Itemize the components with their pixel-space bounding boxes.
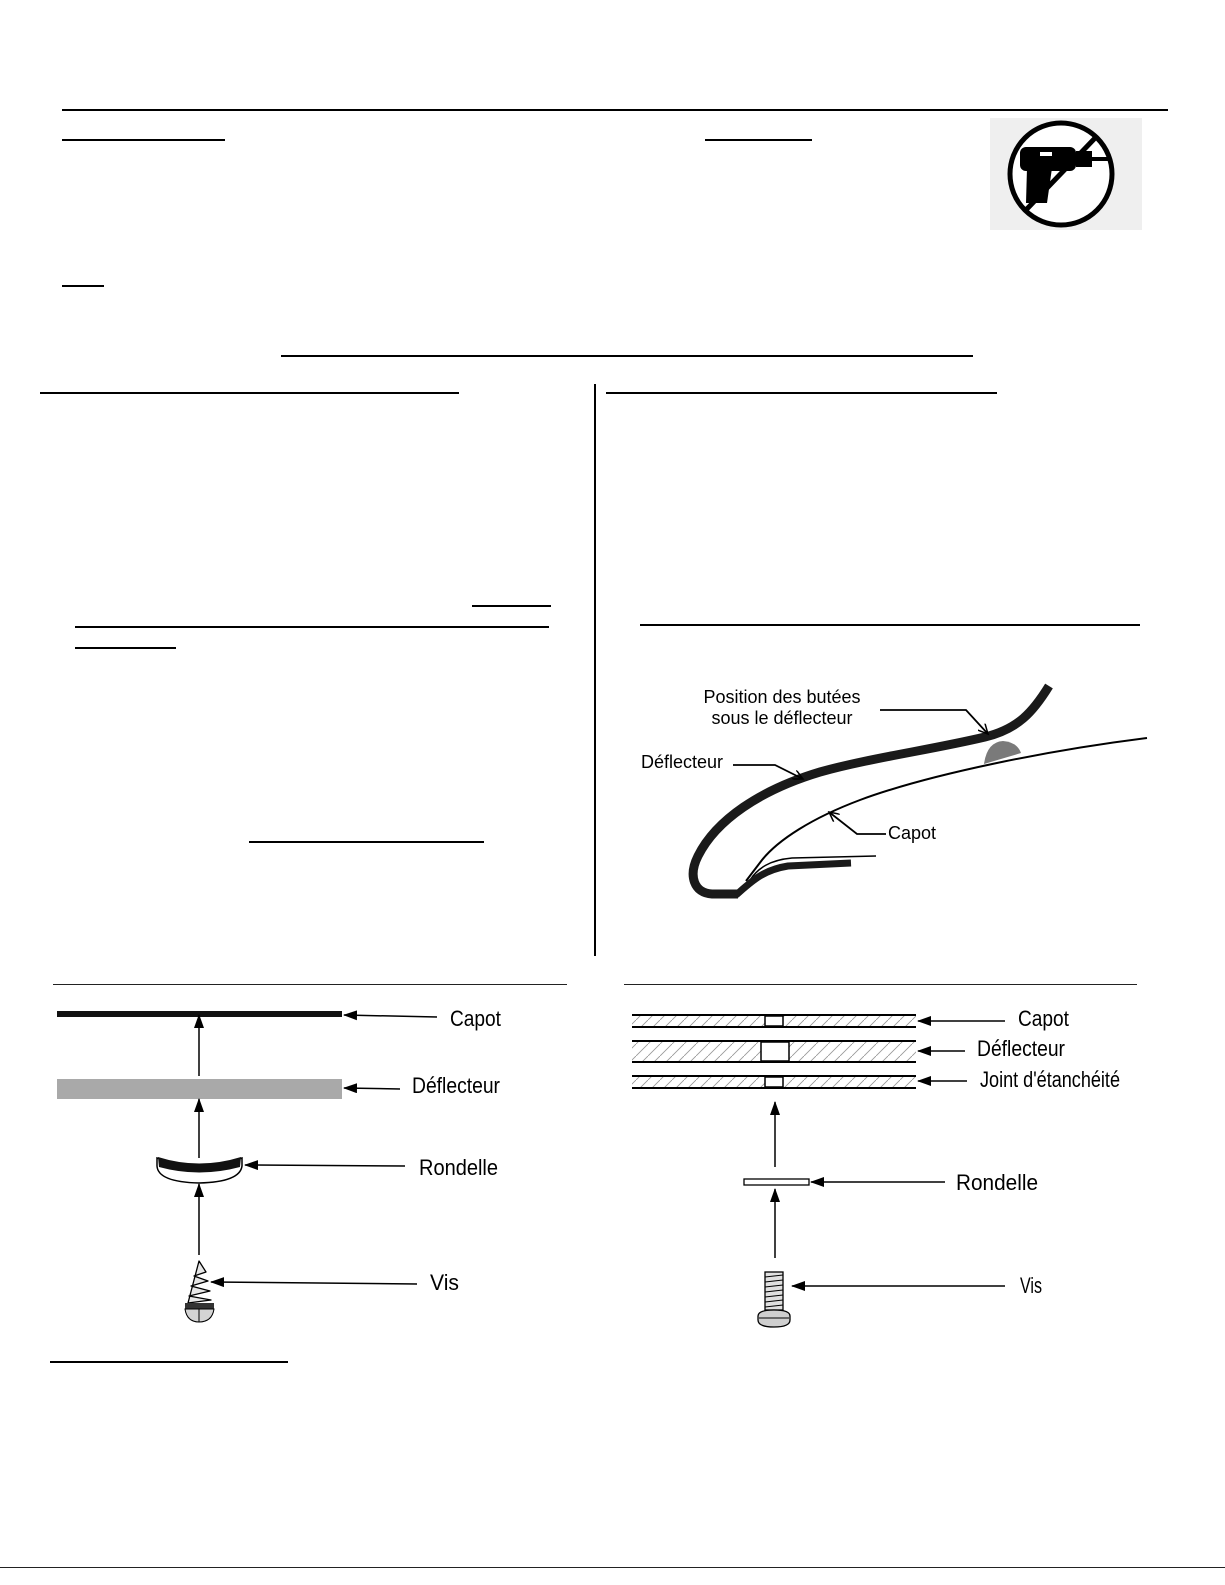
seal-label-right: Joint d'étanchéité [980, 1067, 1120, 1092]
butee-label-line2: sous le déflecteur [711, 708, 853, 728]
footer-heading-underline [50, 1361, 288, 1363]
butee-label-line1: Position des butées [703, 687, 861, 707]
deflector-label: Déflecteur [641, 752, 724, 772]
hood-layer [632, 1015, 916, 1027]
butee-bump [984, 741, 1021, 764]
heading-underline-warning [62, 139, 225, 141]
butee-leader-arrow [880, 710, 988, 734]
washer-label-left: Rondelle [419, 1155, 498, 1180]
washer-icon [157, 1157, 242, 1183]
left-figure-rule [53, 984, 567, 985]
note-underline [62, 285, 104, 287]
column-divider [594, 384, 596, 956]
hood-label-right: Capot [1018, 1006, 1069, 1031]
deflector-label-right: Déflecteur [977, 1036, 1065, 1061]
deflector-layer [632, 1041, 916, 1062]
figure-heading-underline [640, 624, 1140, 626]
hood-outline [746, 738, 1147, 881]
section-title-underline [281, 355, 973, 357]
hood-label: Capot [888, 823, 937, 843]
machine-screw-icon [758, 1272, 790, 1327]
screw-pointer-arrow [211, 1282, 417, 1284]
wood-screw-icon [185, 1261, 214, 1322]
washer-label-right: Rondelle [956, 1170, 1038, 1195]
bottom-rule [0, 1567, 1225, 1568]
deflector-pointer-arrow [344, 1088, 400, 1089]
hood-pointer-arrow [344, 1015, 437, 1017]
emphasis-underline-1 [472, 605, 551, 607]
deflector-bar [57, 1079, 342, 1099]
hood-leader-arrow [829, 812, 886, 834]
seal-layer [632, 1076, 916, 1088]
emphasis-underline-3 [75, 647, 176, 649]
emphasis-underline-4 [249, 841, 484, 843]
deflector-tail [736, 863, 851, 895]
heading-underline-caution [705, 139, 812, 141]
screw-label-left: Vis [430, 1270, 459, 1295]
right-screw-assembly-diagram [620, 1000, 1140, 1340]
no-drill-icon [988, 116, 1144, 232]
left-column-heading-underline [40, 392, 459, 394]
top-rule [62, 109, 1168, 111]
right-column-heading-underline [606, 392, 997, 394]
washer-pointer-arrow [245, 1165, 405, 1166]
deflector-position-diagram [630, 670, 1155, 915]
deflector-label-left: Déflecteur [412, 1073, 500, 1098]
right-figure-rule [624, 984, 1137, 985]
flat-washer-icon [744, 1179, 809, 1185]
screw-label-right: Vis [1020, 1273, 1042, 1298]
hood-label-left: Capot [450, 1006, 501, 1031]
left-screw-assembly-diagram [45, 1000, 565, 1335]
emphasis-underline-2 [75, 626, 549, 628]
